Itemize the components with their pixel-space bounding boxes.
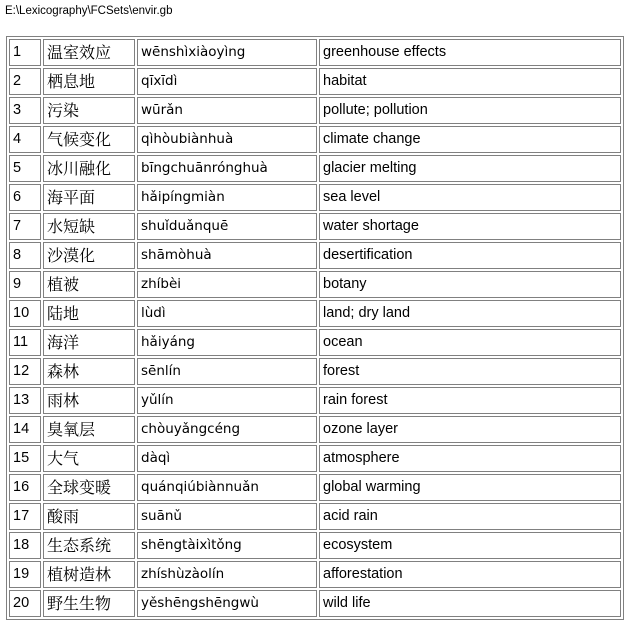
english-translation-cell: wild life bbox=[319, 590, 621, 617]
table-row bbox=[9, 358, 621, 385]
chinese-term-cell: 酸雨 bbox=[43, 503, 135, 530]
table-row bbox=[9, 271, 621, 298]
entry-number-cell: 14 bbox=[9, 416, 41, 443]
chinese-term-cell: 全球变暖 bbox=[43, 474, 135, 501]
english-translation-cell: ocean bbox=[319, 329, 621, 356]
pinyin-cell: yǔlín bbox=[137, 387, 317, 414]
chinese-term-cell: 栖息地 bbox=[43, 68, 135, 95]
table-row bbox=[9, 184, 621, 211]
pinyin-cell: hǎiyáng bbox=[137, 329, 317, 356]
english-translation-cell: rain forest bbox=[319, 387, 621, 414]
chinese-term-cell: 植被 bbox=[43, 271, 135, 298]
entry-number-cell: 2 bbox=[9, 68, 41, 95]
table-row bbox=[9, 126, 621, 153]
table-row bbox=[9, 242, 621, 269]
english-translation-cell: botany bbox=[319, 271, 621, 298]
pinyin-cell: suānǔ bbox=[137, 503, 317, 530]
chinese-term-cell: 森林 bbox=[43, 358, 135, 385]
pinyin-cell: dàqì bbox=[137, 445, 317, 472]
chinese-term-cell: 海洋 bbox=[43, 329, 135, 356]
english-translation-cell: water shortage bbox=[319, 213, 621, 240]
entry-number-cell: 11 bbox=[9, 329, 41, 356]
pinyin-cell: yěshēngshēngwù bbox=[137, 590, 317, 617]
entry-number-cell: 16 bbox=[9, 474, 41, 501]
english-translation-cell: pollute; pollution bbox=[319, 97, 621, 124]
pinyin-cell: shuǐduǎnquē bbox=[137, 213, 317, 240]
entry-number-cell: 19 bbox=[9, 561, 41, 588]
pinyin-cell: lùdì bbox=[137, 300, 317, 327]
table-row bbox=[9, 561, 621, 588]
pinyin-cell: shēngtàixìtǒng bbox=[137, 532, 317, 559]
pinyin-cell: zhíbèi bbox=[137, 271, 317, 298]
english-translation-cell: ecosystem bbox=[319, 532, 621, 559]
entry-number-cell: 1 bbox=[9, 39, 41, 66]
entry-number-cell: 20 bbox=[9, 590, 41, 617]
table-row bbox=[9, 532, 621, 559]
entry-number-cell: 18 bbox=[9, 532, 41, 559]
table-row bbox=[9, 329, 621, 356]
table-row bbox=[9, 590, 621, 617]
table-row bbox=[9, 445, 621, 472]
pinyin-cell: chòuyǎngcéng bbox=[137, 416, 317, 443]
chinese-term-cell: 水短缺 bbox=[43, 213, 135, 240]
english-translation-cell: acid rain bbox=[319, 503, 621, 530]
entry-number-cell: 13 bbox=[9, 387, 41, 414]
english-translation-cell: greenhouse effects bbox=[319, 39, 621, 66]
entry-number-cell: 3 bbox=[9, 97, 41, 124]
english-translation-cell: atmosphere bbox=[319, 445, 621, 472]
chinese-term-cell: 温室效应 bbox=[43, 39, 135, 66]
english-translation-cell: ozone layer bbox=[319, 416, 621, 443]
pinyin-cell: zhíshùzàolín bbox=[137, 561, 317, 588]
entry-number-cell: 15 bbox=[9, 445, 41, 472]
chinese-term-cell: 冰川融化 bbox=[43, 155, 135, 182]
chinese-term-cell: 陆地 bbox=[43, 300, 135, 327]
entry-number-cell: 5 bbox=[9, 155, 41, 182]
pinyin-cell: sēnlín bbox=[137, 358, 317, 385]
entry-number-cell: 6 bbox=[9, 184, 41, 211]
english-translation-cell: glacier melting bbox=[319, 155, 621, 182]
english-translation-cell: global warming bbox=[319, 474, 621, 501]
english-translation-cell: land; dry land bbox=[319, 300, 621, 327]
table-row bbox=[9, 213, 621, 240]
entry-number-cell: 10 bbox=[9, 300, 41, 327]
pinyin-cell: qīxīdì bbox=[137, 68, 317, 95]
table-row bbox=[9, 68, 621, 95]
entry-number-cell: 12 bbox=[9, 358, 41, 385]
chinese-term-cell: 雨林 bbox=[43, 387, 135, 414]
chinese-term-cell: 污染 bbox=[43, 97, 135, 124]
table-row bbox=[9, 387, 621, 414]
vocabulary-table bbox=[6, 36, 624, 620]
chinese-term-cell: 气候变化 bbox=[43, 126, 135, 153]
table-row bbox=[9, 416, 621, 443]
pinyin-cell: qìhòubiànhuà bbox=[137, 126, 317, 153]
chinese-term-cell: 植树造林 bbox=[43, 561, 135, 588]
table-row bbox=[9, 300, 621, 327]
vocabulary-table-body bbox=[9, 39, 621, 617]
entry-number-cell: 4 bbox=[9, 126, 41, 153]
chinese-term-cell: 野生生物 bbox=[43, 590, 135, 617]
table-row bbox=[9, 39, 621, 66]
chinese-term-cell: 海平面 bbox=[43, 184, 135, 211]
pinyin-cell: bīngchuānrónghuà bbox=[137, 155, 317, 182]
english-translation-cell: afforestation bbox=[319, 561, 621, 588]
chinese-term-cell: 臭氧层 bbox=[43, 416, 135, 443]
table-row bbox=[9, 97, 621, 124]
english-translation-cell: climate change bbox=[319, 126, 621, 153]
pinyin-cell: quánqiúbiànnuǎn bbox=[137, 474, 317, 501]
pinyin-cell: wēnshìxiàoyìng bbox=[137, 39, 317, 66]
pinyin-cell: hǎipíngmiàn bbox=[137, 184, 317, 211]
chinese-term-cell: 沙漠化 bbox=[43, 242, 135, 269]
entry-number-cell: 9 bbox=[9, 271, 41, 298]
table-row bbox=[9, 474, 621, 501]
chinese-term-cell: 生态系统 bbox=[43, 532, 135, 559]
chinese-term-cell: 大气 bbox=[43, 445, 135, 472]
table-row bbox=[9, 503, 621, 530]
pinyin-cell: shāmòhuà bbox=[137, 242, 317, 269]
pinyin-cell: wūrǎn bbox=[137, 97, 317, 124]
english-translation-cell: habitat bbox=[319, 68, 621, 95]
english-translation-cell: sea level bbox=[319, 184, 621, 211]
entry-number-cell: 8 bbox=[9, 242, 41, 269]
english-translation-cell: desertification bbox=[319, 242, 621, 269]
english-translation-cell: forest bbox=[319, 358, 621, 385]
entry-number-cell: 17 bbox=[9, 503, 41, 530]
file-path-header: E:\Lexicography\FCSets\envir.gb bbox=[5, 5, 173, 17]
entry-number-cell: 7 bbox=[9, 213, 41, 240]
table-row bbox=[9, 155, 621, 182]
